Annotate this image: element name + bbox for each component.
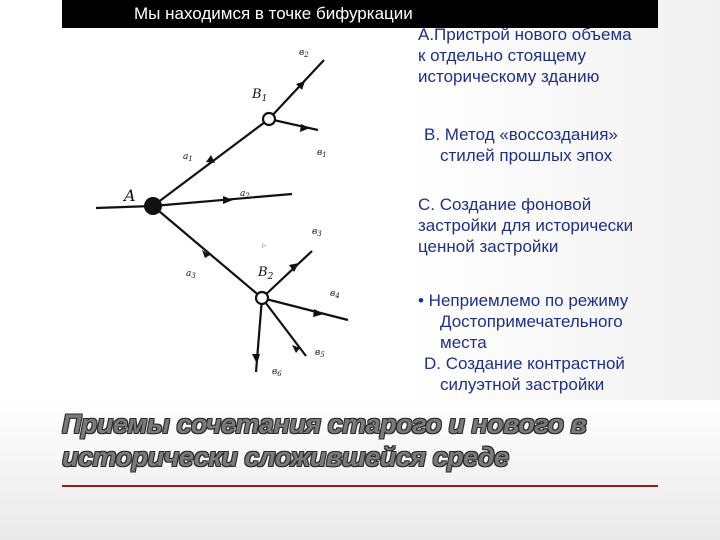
label-a3: $a_3$	[186, 269, 196, 280]
label-v5: $в_5$	[315, 348, 325, 359]
bullet-line-3: места	[440, 333, 487, 352]
label-v1: $в_1$	[317, 148, 327, 159]
arrow-a2	[223, 196, 233, 204]
label-b2: $B_2$	[258, 265, 274, 282]
arrow-b1-right	[300, 124, 310, 132]
slide-title-line-2: исторически сложившейся среде	[62, 442, 509, 472]
slide-title-line-1: Приемы сочетания старого и нового в	[62, 409, 587, 439]
node-b2	[256, 292, 268, 304]
bullet-line-2: Достопримечательного	[440, 312, 623, 331]
label-a: A	[124, 186, 136, 205]
option-c-line-3: ценной застройки	[418, 237, 559, 256]
node-a	[144, 197, 162, 215]
label-a2: $a_2$	[240, 189, 250, 200]
title-underline	[62, 485, 658, 487]
option-a	[418, 24, 632, 87]
arrow-a1	[206, 155, 215, 163]
bifurcation-diagram	[0, 0, 410, 400]
bullet-line-1: • Неприемлемо по режиму	[418, 291, 629, 310]
label-v2: $в_2$	[299, 48, 309, 59]
option-c	[418, 194, 633, 257]
label-v6: $в_6$	[272, 367, 282, 378]
option-b-line-2: стилей прошлых эпох	[440, 146, 613, 165]
option-c-line-1: С. Создание фоновой	[418, 195, 592, 214]
option-c-line-2: застройки для исторически	[418, 216, 634, 235]
banner-text: Мы находимся в точке бифуркации	[134, 4, 413, 23]
slide-title	[62, 408, 586, 474]
edge-b1-right	[269, 119, 318, 130]
label-a1: $a_1$	[183, 152, 193, 163]
edge-a2	[153, 194, 292, 206]
node-b1	[263, 113, 275, 125]
bullet-note	[418, 290, 628, 395]
option-a-line-1: А.Пристрой нового объема	[418, 25, 632, 44]
edge-b1-up	[269, 60, 324, 119]
cursor-mark: ▹	[262, 240, 267, 250]
edge-a3	[153, 206, 262, 298]
option-b	[424, 124, 618, 166]
label-b1: $B_1$	[252, 87, 268, 104]
option-a-line-3: историческому зданию	[418, 67, 600, 86]
option-b-line-1: В. Метод «воссоздания»	[424, 125, 618, 144]
label-v3: $в_3$	[312, 227, 322, 238]
option-d-line-1: D. Создание контрастной	[424, 354, 625, 373]
option-d-line-2: силуэтной застройки	[440, 375, 605, 394]
option-a-line-2: к отдельно стоящему	[418, 46, 586, 65]
label-v4: $в_4$	[330, 289, 340, 300]
